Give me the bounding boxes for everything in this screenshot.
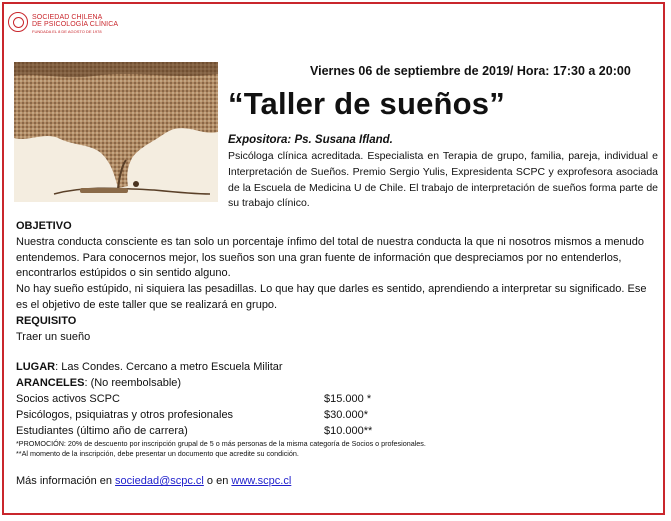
logo-line-3: FUNDADA EL 8 DE AGOSTO DE 1978 (32, 29, 102, 34)
spacer (16, 459, 656, 474)
fee-category: Socios activos SCPC (16, 392, 120, 405)
student-footnote: **Al momento de la inscripción, debe presentar un documento que acredite su condición. (16, 449, 299, 459)
fees-note: : (No reembolsable) (84, 377, 182, 390)
website-link[interactable]: www.scpc.cl (231, 475, 292, 488)
fee-price: $10.000** (324, 424, 373, 437)
event-title: “Taller de sueños” (228, 86, 505, 121)
fees-label: ARANCELES (16, 377, 85, 390)
objective-heading: OBJETIVO (16, 220, 72, 232)
requirement-heading: REQUISITO (16, 314, 77, 327)
place-label: LUGAR (16, 361, 56, 374)
fee-price: $30.000* (324, 408, 369, 421)
promo-footnote: *PROMOCIÓN: 20% de descuento por inscripción grupal de 5 o más personas de la misma categoría de Socios o profesionales. (16, 439, 426, 449)
logo-line-1: SOCIEDAD CHILENA (32, 14, 103, 21)
logo-emblem-icon (8, 12, 28, 32)
place-text: : Las Condes. Cercano a metro Escuela Militar (55, 361, 283, 374)
fee-category: Estudiantes (último año de carrera) (16, 424, 188, 437)
contact-line (16, 474, 656, 490)
fee-row (16, 424, 656, 440)
logo-line-2: DE PSICOLOGÍA CLÍNICA (32, 21, 119, 28)
society-logo (8, 10, 118, 36)
fee-price: $15.000 * (324, 392, 372, 405)
place-line (16, 360, 656, 376)
fees-line (16, 376, 656, 392)
objective-paragraph-1: Nuestra conducta consciente es tan solo un porcentaje ínfimo del total de nuestra conducta la que ni nosotros mismos a menudo entendemos. Para conocernos mejor, los sueños son una gran fuente de información que despreciamos por no entenderlos, encontrarlos estúpidos o sin sentido alguno. (16, 235, 644, 280)
fee-row (16, 408, 656, 424)
event-date-time: Viernes 06 de septiembre de 2019/ Hora: 17:30 a 20:00 (310, 64, 631, 78)
fee-category: Psicólogos, psiquiatras y otros profesionales (16, 408, 234, 421)
spacer (16, 345, 656, 360)
email-link[interactable]: sociedad@scpc.cl (115, 475, 204, 488)
requirement-text: Traer un sueño (16, 330, 91, 343)
speaker-name: Expositora: Ps. Susana Ifland. (228, 134, 393, 146)
dream-illustration (14, 62, 218, 202)
fee-row (16, 392, 656, 408)
contact-middle: o en (203, 475, 232, 488)
flyer-body (16, 219, 656, 490)
objective-paragraph-2: No hay sueño estúpido, ni siquiera las pesadillas. Lo que hay que darles es sentido, aprendiendo a interpretar su significado. Ese es el objetivo de este taller que se realizará en grupo. (16, 283, 647, 311)
speaker-bio: Psicóloga clínica acreditada. Especialista en Terapia de grupo, familia, pareja, individual e Interpretación de Sueños. Premio Sergio Yulis, Expresidenta SCPC y exprofesora asociada de la Escuela de Medicina U de Chile. El trabajo de interpretación de sueños forma parte de su trabajo clínico. (228, 150, 658, 210)
contact-prefix: Más información en (16, 475, 116, 488)
